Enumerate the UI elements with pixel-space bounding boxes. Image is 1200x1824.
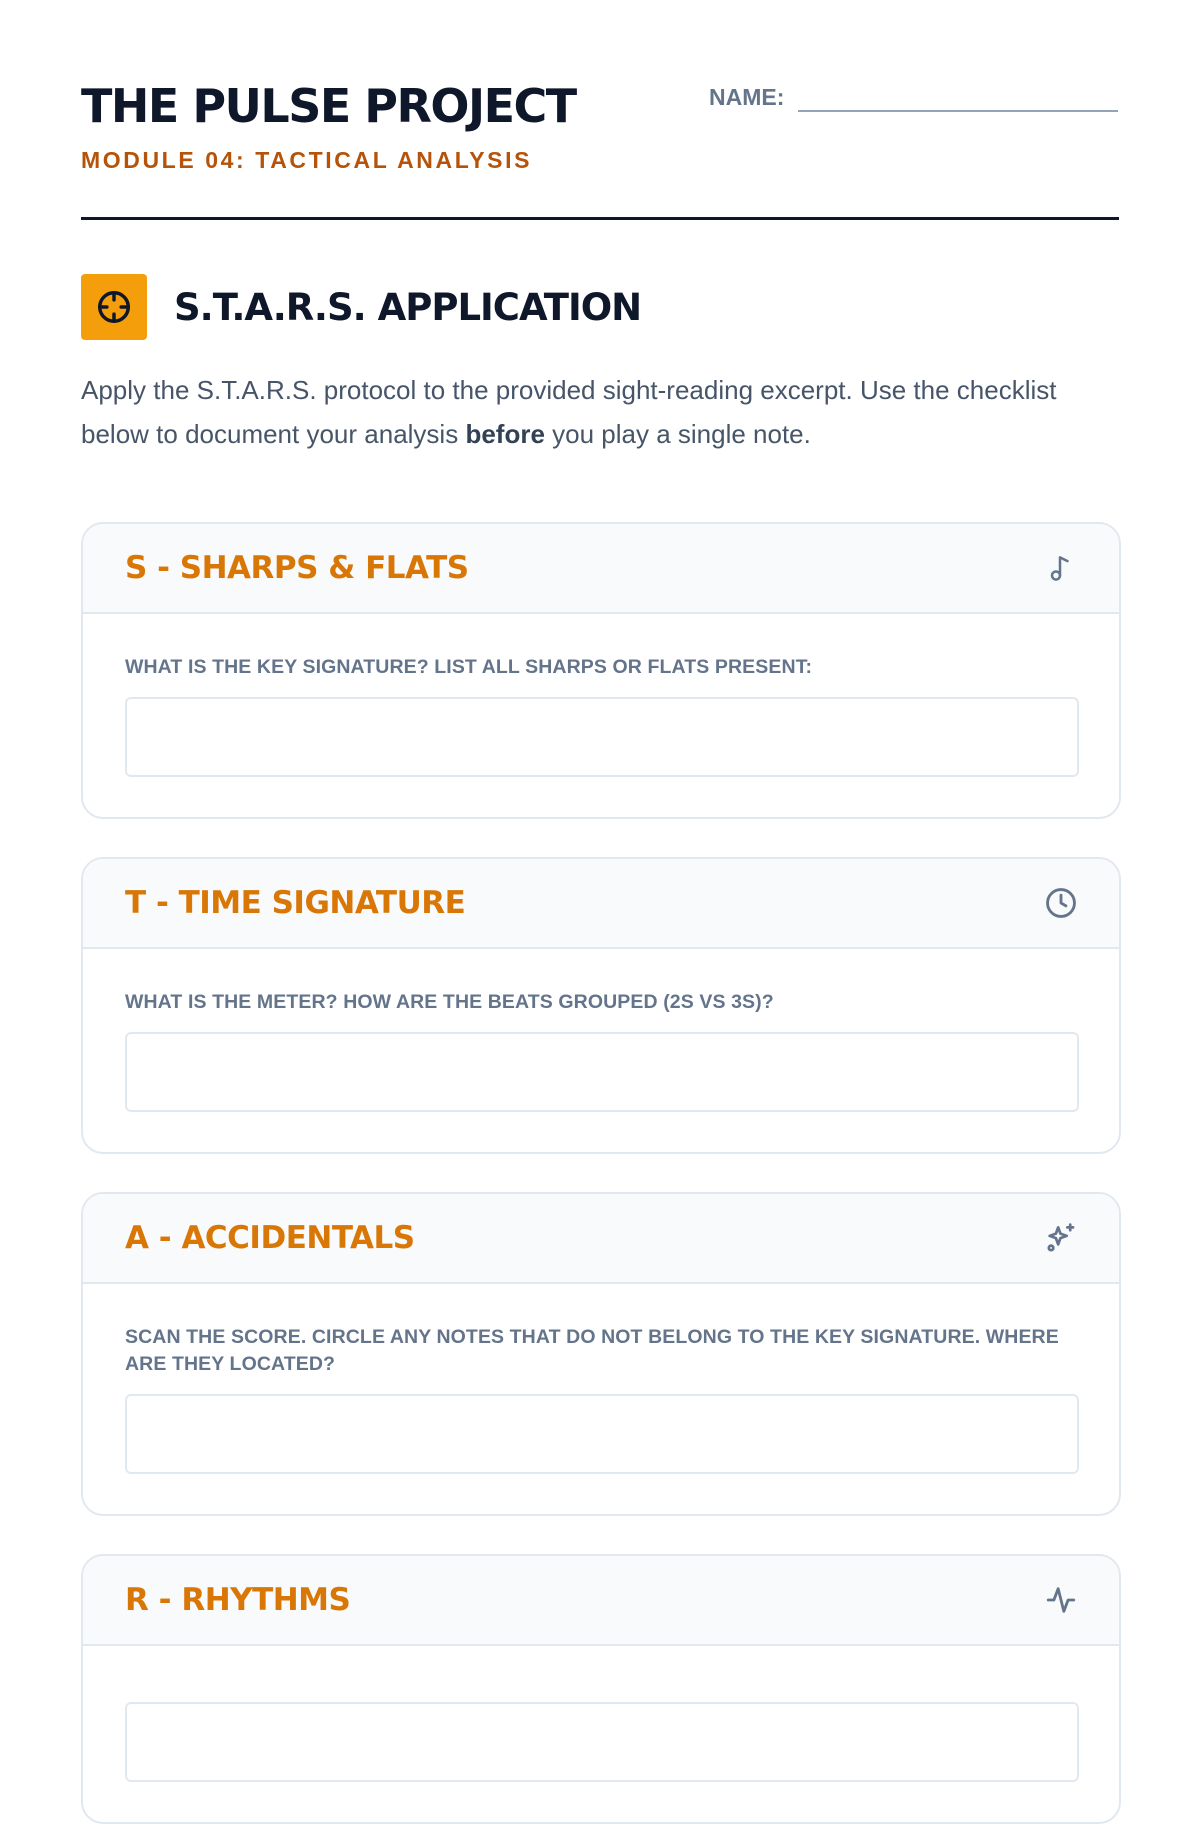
page-header <box>81 0 1119 220</box>
card-sharps-flats <box>81 522 1121 819</box>
key-signature-answer-field[interactable] <box>125 697 1079 777</box>
card-title: R - RHYTHMS <box>125 1582 351 1618</box>
card-body <box>83 614 1119 817</box>
name-label: NAME: <box>709 84 785 110</box>
name-input-line[interactable] <box>798 82 1118 112</box>
card-header <box>83 859 1119 949</box>
card-rhythms <box>81 1554 1121 1824</box>
card-body <box>83 949 1119 1152</box>
card-header <box>83 1194 1119 1284</box>
section-heading <box>81 274 641 340</box>
card-title: T - TIME SIGNATURE <box>125 885 466 921</box>
card-title: S - SHARPS & FLATS <box>125 550 469 586</box>
accidentals-answer-field[interactable] <box>125 1394 1079 1474</box>
card-body <box>83 1284 1119 1514</box>
page-subtitle: MODULE 04: TACTICAL ANALYSIS <box>81 147 533 173</box>
card-header <box>83 524 1119 614</box>
meter-answer-field[interactable] <box>125 1032 1079 1112</box>
intro-text-end: you play a single note. <box>544 419 811 449</box>
sparkles-icon <box>1043 1220 1079 1256</box>
card-time-signature <box>81 857 1121 1154</box>
rhythms-answer-field[interactable] <box>125 1702 1079 1782</box>
page-title: THE PULSE PROJECT <box>81 79 576 133</box>
intro-text-start: Apply the S.T.A.R.S. protocol to the provided sight-reading excerpt. Use the checklist below to document your analysis <box>81 375 1057 449</box>
intro-text-emphasis: before <box>465 419 545 449</box>
crosshair-icon <box>81 274 147 340</box>
intro-text <box>81 368 1121 456</box>
music-note-icon <box>1043 550 1079 586</box>
section-title: S.T.A.R.S. APPLICATION <box>174 285 642 329</box>
question-label: WHAT IS THE KEY SIGNATURE? LIST ALL SHARPS OR FLATS PRESENT: <box>125 656 813 678</box>
clock-icon <box>1043 885 1079 921</box>
card-title: A - ACCIDENTALS <box>125 1220 415 1256</box>
question-label: WHAT IS THE METER? HOW ARE THE BEATS GROUPED (2S VS 3S)? <box>125 991 774 1013</box>
card-header <box>83 1556 1119 1646</box>
card-accidentals <box>81 1192 1121 1516</box>
card-body <box>83 1646 1119 1822</box>
question-label: SCAN THE SCORE. CIRCLE ANY NOTES THAT DO NOT BELONG TO THE KEY SIGNATURE. WHERE ARE THEY LOCATED? <box>125 1326 1059 1375</box>
activity-icon <box>1043 1582 1079 1618</box>
name-field-group <box>709 82 1118 112</box>
